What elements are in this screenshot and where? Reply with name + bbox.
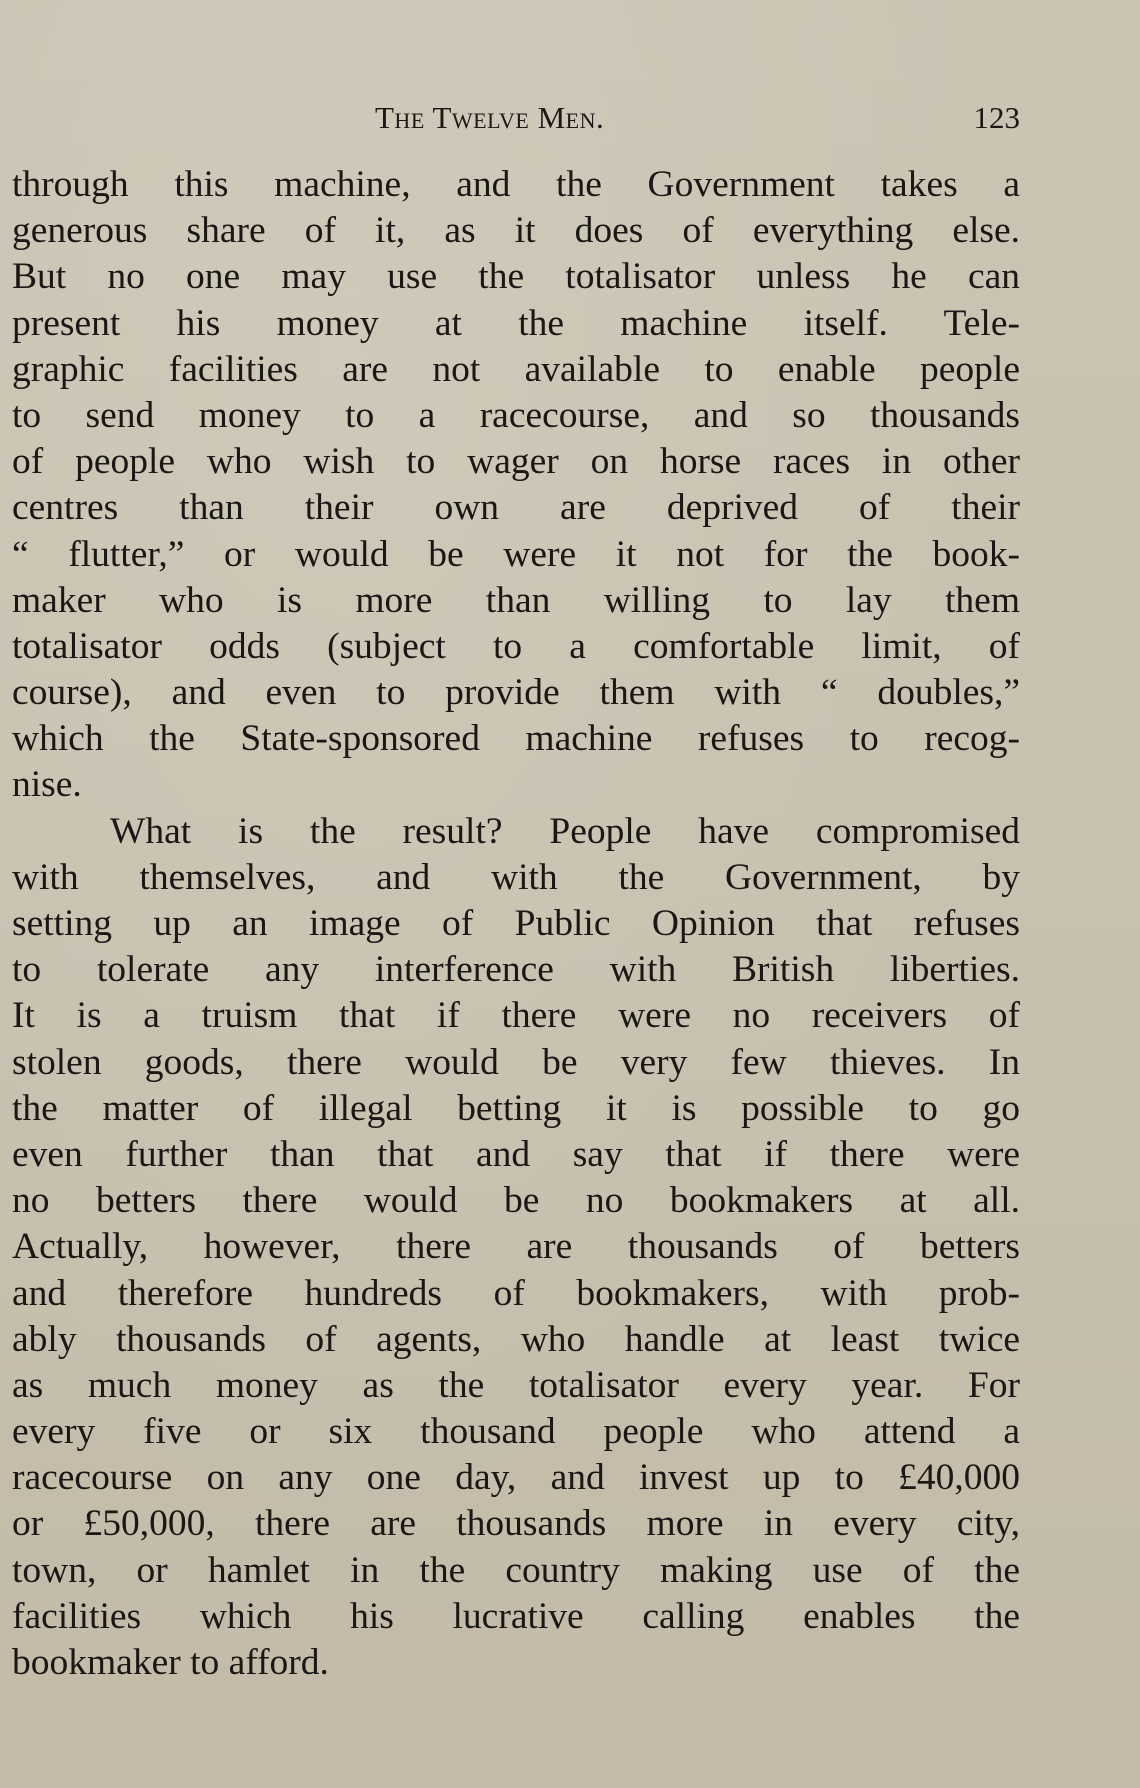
text-line: generous share of it, as it does of everything else.: [12, 210, 1020, 252]
text-line: course), and even to provide them with “ doubles,”: [12, 672, 1020, 714]
text-line: town, or hamlet in the country making use of the: [12, 1549, 1020, 1591]
text-line: and therefore hundreds of bookmakers, with prob-: [12, 1272, 1020, 1314]
text-line: totalisator odds (subject to a comfortable limit, of: [12, 625, 1020, 667]
text-line: racecourse on any one day, and invest up to £40,000: [12, 1457, 1020, 1499]
text-line: setting up an image of Public Opinion that refuses: [12, 903, 1020, 944]
text-line: present his money at the machine itself. Tele-: [12, 302, 1020, 344]
text-line: the matter of illegal betting it is possible to go: [12, 1087, 1020, 1129]
text-line: “ flutter,” or would be were it not for the book-: [12, 533, 1020, 575]
text-line: maker who is more than willing to lay them: [12, 579, 1020, 621]
text-line: or £50,000, there are thousands more in every city,: [12, 1503, 1020, 1545]
paragraph-2: [12, 809, 1020, 1687]
text-line: graphic facilities are not available to enable people: [12, 348, 1020, 390]
text-line: to tolerate any interference with British liberties.: [12, 949, 1020, 991]
text-line: which the State-sponsored machine refuses to recog-: [12, 718, 1020, 760]
running-head: [20, 100, 1020, 150]
text-line: with themselves, and with the Government, by: [12, 856, 1020, 898]
text-line: facilities which his lucrative calling enables the: [12, 1595, 1020, 1637]
text-line: bookmaker to afford.: [12, 1642, 329, 1683]
text-line: no betters there would be no bookmakers at all.: [12, 1180, 1020, 1222]
text-line: ably thousands of agents, who handle at least twice: [12, 1318, 1020, 1360]
text-line: What is the result? People have compromised: [110, 810, 1020, 852]
text-line: as much money as the totalisator every year. For: [12, 1364, 1020, 1406]
body-text: [12, 162, 1020, 1686]
text-line: to send money to a racecourse, and so thousands: [12, 394, 1020, 436]
text-line: of people who wish to wager on horse races in other: [12, 441, 1020, 483]
text-line: But no one may use the totalisator unless he can: [12, 256, 1020, 298]
text-line: Actually, however, there are thousands of betters: [12, 1226, 1020, 1268]
text-line: through this machine, and the Government takes a: [12, 164, 1020, 205]
running-title: The Twelve Men.: [375, 100, 605, 135]
text-line: stolen goods, there would be very few thieves. In: [12, 1041, 1020, 1083]
text-line: nise.: [12, 764, 82, 806]
page-number: 123: [973, 100, 1020, 135]
text-line: even further than that and say that if there were: [12, 1133, 1020, 1175]
text-line: It is a truism that if there were no receivers of: [12, 995, 1020, 1037]
text-line: every five or six thousand people who attend a: [12, 1411, 1020, 1453]
paragraph-1: [12, 162, 1020, 809]
text-line: centres than their own are deprived of their: [12, 487, 1020, 529]
